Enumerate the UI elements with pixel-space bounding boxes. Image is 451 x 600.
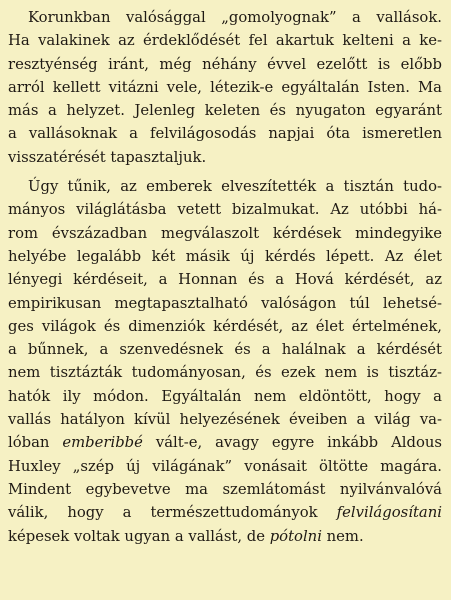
text-segment: nem tisztázták tudományosan, és ezek nem is tisztáz-: [8, 364, 442, 382]
text-segment: a bűnnek, a szenvedésnek és a halálnak a kérdését: [8, 341, 442, 359]
text-segment: képesek voltak ugyan a vallást, de: [8, 527, 270, 545]
text-line: [8, 525, 442, 548]
text-line: [8, 122, 442, 145]
text-segment: Úgy tűnik, az emberek elveszítették a tisztán tudo-: [28, 178, 442, 196]
text-line: [8, 315, 442, 338]
text-segment: ges világok és dimenziók kérdését, az élet értelmének,: [8, 317, 442, 335]
paragraph: [8, 175, 442, 548]
text-line: [8, 455, 442, 478]
text-line: [8, 501, 442, 524]
text-segment: arról kellett vitázni vele, létezik-e egyáltalán Isten. Ma: [8, 78, 442, 96]
text-segment: visszatérését tapasztaljuk.: [8, 148, 207, 166]
text-line: [8, 76, 442, 99]
text-segment: nem.: [321, 527, 364, 545]
text-line: [8, 408, 442, 431]
text-line: [8, 478, 442, 501]
text-segment: resztyénség iránt, még néhány évvel ezelőtt is előbb: [8, 55, 442, 73]
text-segment: rom évszázadban megválaszolt kérdések mindegyike: [8, 224, 442, 242]
text-line: [8, 146, 442, 169]
italic-text: felvilágosítani: [336, 504, 442, 522]
text-segment: Korunkban valósággal „gomolyognak” a vallások.: [28, 9, 442, 26]
text-line: [8, 222, 442, 245]
text-segment: lényegi kérdéseit, a Honnan és a Hová kérdését, az: [8, 271, 442, 289]
text-line: [8, 245, 442, 268]
text-segment: mányos világlátásba vetett bizalmukat. Az utóbbi há-: [8, 201, 442, 219]
italic-text: pótolni: [269, 527, 322, 545]
text-segment: válik, hogy a természettudományok: [8, 504, 337, 522]
text-line: [8, 53, 442, 76]
text-segment: Huxley „szép új világának” vonásait öltötte magára.: [8, 457, 442, 475]
text-segment: lóban: [8, 434, 63, 452]
text-line: [8, 292, 442, 315]
text-line: [8, 175, 442, 198]
text-line: [8, 361, 442, 384]
text-segment: vallás hatályon kívül helyezésének éveiben a világ va-: [8, 411, 442, 429]
text-line: [8, 268, 442, 291]
text-line: [8, 198, 442, 221]
text-segment: hatók ily módon. Egyáltalán nem eldöntött, hogy a: [8, 387, 442, 405]
paragraph: [8, 6, 442, 169]
text-line: [8, 29, 442, 52]
text-segment: vált-e, avagy egyre inkább Aldous: [142, 434, 442, 452]
text-line: [8, 431, 442, 454]
text-line: [8, 385, 442, 408]
text-line: [8, 99, 442, 122]
text-segment: helyébe legalább két másik új kérdés lépett. Az élet: [8, 247, 442, 265]
text-line: [8, 338, 442, 361]
italic-text: emberibbé: [62, 434, 143, 452]
text-segment: a vallásoknak a felvilágosodás napjai óta ismeretlen: [8, 125, 442, 143]
body-text: [8, 6, 442, 548]
text-segment: empirikusan megtapasztalható valóságon túl lehetsé-: [8, 294, 442, 312]
text-segment: Mindent egybevetve ma szemlátomást nyilvánvalóvá: [8, 480, 442, 498]
text-segment: Ha valakinek az érdeklődését fel akartuk kelteni a ke-: [8, 32, 442, 50]
text-segment: más a helyzet. Jelenleg keleten és nyugaton egyaránt: [8, 102, 442, 120]
text-line: [8, 6, 442, 29]
